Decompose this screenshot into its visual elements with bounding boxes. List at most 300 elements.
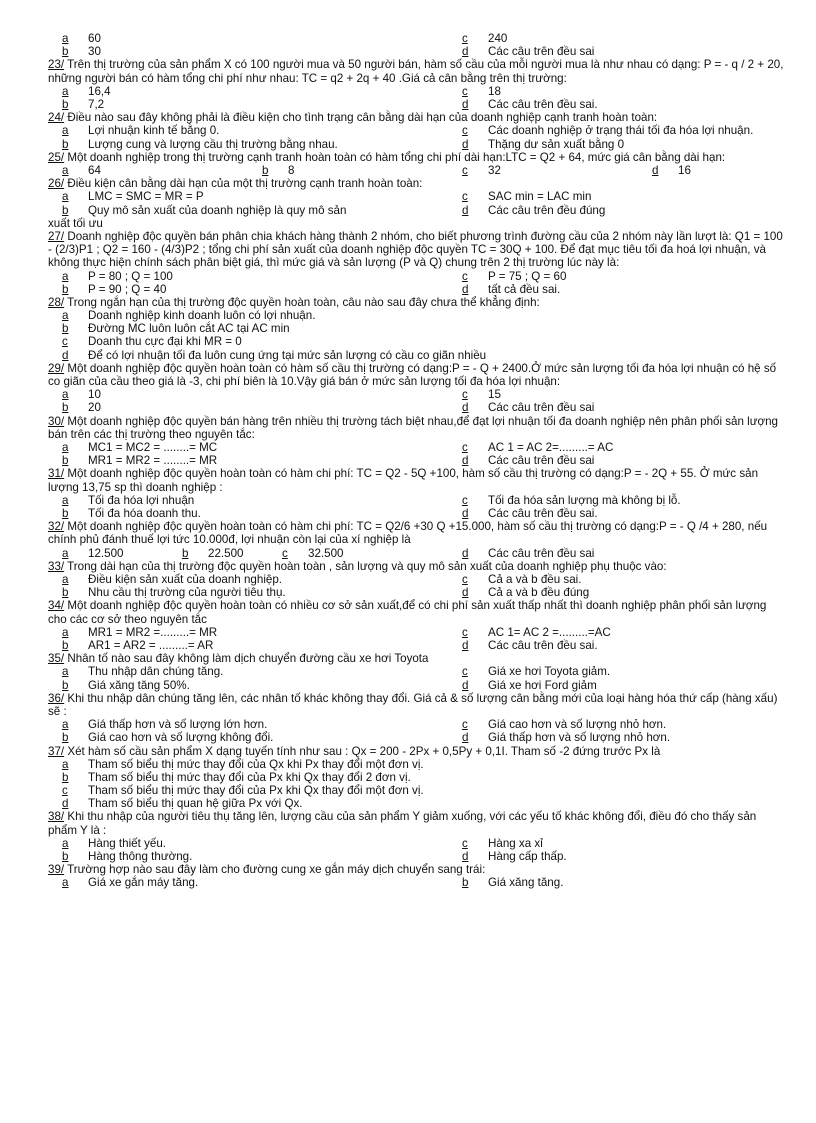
question-text: Một doanh nghiệp trong thị trường cạnh tranh hoàn toàn có hàm tổng chi phí dài hạn:LTC = Q2 + 64, mức giá cân bằng dài hạn: — [64, 150, 726, 164]
option-text: LMC = SMC = MR = P — [88, 190, 204, 204]
option-text: 60 — [88, 32, 101, 45]
answer-option — [448, 573, 581, 586]
option-text: Các câu trên đều sai. — [488, 97, 598, 111]
question — [48, 599, 788, 625]
option-letter: b — [62, 678, 69, 692]
option-letter: b — [62, 770, 69, 784]
answer-option — [448, 164, 501, 177]
answer-row — [48, 98, 788, 111]
answer-option — [48, 204, 346, 217]
option-text: Tối đa hóa doanh thu. — [88, 507, 201, 520]
option-letter: a — [62, 269, 69, 283]
answer-option — [448, 626, 611, 639]
option-letter: d — [462, 850, 469, 864]
option-letter: b — [62, 454, 69, 468]
option-letter: c — [462, 84, 468, 98]
option-letter: a — [62, 876, 69, 890]
answer-option — [448, 85, 501, 98]
answer-row — [48, 586, 788, 599]
answer-option — [48, 586, 286, 599]
option-text: Các câu trên đều sai — [488, 45, 595, 59]
option-text: Doanh thu cực đại khi MR = 0 — [88, 335, 242, 349]
answer-option — [448, 586, 589, 599]
question-text: Một doanh nghiệp độc quyền hoàn toàn có nhiều cơ sở sản xuất,để có chi phí sản xuất thấp nhất thì doanh nghiệp phân phối sản lượng cho các cơ sở theo nguyên tắc — [48, 599, 767, 626]
question-text: Một doanh nghiệp độc quyền hoàn toàn có hàm số cầu thị trường có dạng:P = - Q + 2400.Ở mức sản lượng tối đa hóa lợi nhuận có hệ số co giãn của cầu theo giá là -3, chi phí biên là 10.Vậy giá bán ở mức sản lượng tối đa hóa lợi nhuận: — [48, 361, 777, 389]
question — [48, 230, 788, 270]
answer-row — [48, 850, 788, 863]
option-letter: a — [62, 718, 69, 732]
answer-option — [48, 401, 101, 414]
answer-option — [448, 507, 598, 520]
answer-option — [48, 32, 101, 45]
answer-option — [448, 32, 507, 45]
option-letter: b — [62, 850, 69, 864]
option-letter: c — [462, 190, 468, 204]
option-text: Hàng cấp thấp. — [488, 850, 567, 864]
option-letter: d — [462, 454, 469, 468]
answer-option — [48, 124, 219, 137]
option-letter: b — [62, 45, 69, 59]
option-letter: c — [462, 32, 468, 45]
option-letter: a — [62, 84, 69, 98]
question — [48, 810, 788, 836]
question-number: 39/ — [48, 863, 65, 877]
option-text: Các câu trên đều sai — [488, 454, 595, 468]
answer-option — [48, 665, 223, 678]
answer-option — [48, 771, 411, 784]
answer-option — [48, 388, 101, 401]
question — [48, 467, 788, 493]
answer-row — [48, 138, 788, 151]
question-continuation — [48, 217, 788, 230]
option-text: 240 — [488, 32, 508, 45]
answer-row — [48, 164, 788, 177]
option-text: Tham số biểu thị quan hệ giữa Px với Qx. — [88, 797, 303, 811]
option-text: 30 — [88, 45, 101, 59]
question — [48, 177, 788, 190]
answer-option — [48, 850, 192, 863]
question-text: Một doanh nghiệp độc quyền hoàn toàn có hàm chi phí: TC = Q2 - 5Q +100, hàm số cầu thị trường có dạng:P = - 2Q + 55. Ở mức sản lượng 13,75 sp thì doanh nghiệp : — [48, 467, 759, 494]
answer-option — [48, 454, 217, 467]
question-number: 28/ — [48, 295, 65, 309]
option-letter: c — [462, 493, 468, 507]
answer-row — [48, 388, 788, 401]
question — [48, 296, 788, 309]
option-letter: a — [62, 572, 69, 586]
question-text: Điều nào sau đây không phải là điều kiện cho tình trạng cân bằng dài hạn của doanh nghiệp cạnh tranh hoàn toàn: — [64, 111, 658, 125]
option-text: P = 80 ; Q = 100 — [88, 269, 173, 283]
question-number: 36/ — [48, 691, 65, 705]
answer-row — [48, 876, 788, 889]
option-text: Các câu trên đều đúng — [488, 203, 606, 217]
question — [48, 520, 788, 546]
option-letter: a — [62, 546, 69, 560]
option-letter: d — [462, 97, 469, 111]
answer-option — [48, 547, 123, 560]
question-text: Nhân tố nào sau đây không làm dịch chuyển đường cầu xe hơi Toyota — [64, 652, 429, 666]
option-letter: b — [62, 638, 69, 652]
option-letter: a — [62, 163, 69, 177]
option-text: 32 — [488, 163, 501, 177]
answer-option — [448, 850, 567, 863]
question-number: 27/ — [48, 229, 65, 243]
answer-option — [448, 190, 591, 203]
option-text: 12.500 — [88, 546, 124, 560]
option-letter: a — [62, 493, 69, 507]
option-letter: b — [62, 282, 69, 296]
option-letter: d — [462, 507, 469, 520]
question-number: 23/ — [48, 58, 65, 72]
option-text: MR1 = MR2 =.........= MR — [88, 625, 218, 639]
answer-option — [48, 85, 111, 98]
answer-row — [48, 32, 788, 45]
option-text: Các câu trên đều sai — [488, 401, 595, 415]
option-letter: c — [462, 269, 468, 283]
option-letter: b — [62, 401, 69, 415]
answer-option — [48, 98, 104, 111]
answer-option — [638, 164, 691, 177]
answer-option — [48, 718, 267, 731]
option-letter: a — [62, 124, 69, 138]
option-text: Quy mô sản xuất của doanh nghiệp là quy mô sản — [88, 203, 347, 217]
answer-option — [448, 639, 598, 652]
option-text: 64 — [88, 163, 101, 177]
answer-option — [448, 124, 753, 137]
option-letter: c — [462, 718, 468, 732]
question-number: 37/ — [48, 744, 65, 758]
option-text: Doanh nghiệp kinh doanh luôn có lợi nhuận. — [88, 309, 316, 323]
question-text: Một doanh nghiệp độc quyền hoàn toàn có hàm chi phí: TC = Q2/6 +30 Q +15.000, hàm số cầu thị trường có dạng:P = - Q /4 + 280, nếu chính phủ đánh thuế lợi tức 10.000đ, lợi nhuận còn lại của xí nghiệp là — [48, 520, 768, 547]
answer-row — [48, 679, 788, 692]
option-letter: c — [282, 546, 288, 560]
option-text: AR1 = AR2 = .........= AR — [88, 638, 214, 652]
answer-option — [448, 401, 594, 414]
option-letter: c — [462, 163, 468, 177]
option-text: 16 — [678, 163, 691, 177]
answer-row — [48, 639, 788, 652]
question — [48, 111, 788, 124]
answer-option — [48, 876, 198, 889]
question-number: 34/ — [48, 599, 65, 613]
option-letter: b — [62, 731, 69, 745]
option-text: 18 — [488, 84, 501, 98]
answer-option — [448, 837, 543, 850]
question-text: Trong dài hạn của thị trường độc quyền hoàn toàn , sản lượng và quy mô sản xuất của doanh nghiệp phụ thuộc vào: — [64, 559, 667, 573]
answer-option — [48, 797, 303, 810]
question-number: 38/ — [48, 810, 65, 824]
answer-row — [48, 441, 788, 454]
answer-row — [48, 85, 788, 98]
option-text: tất cả đều sai. — [488, 282, 561, 296]
option-text: 7,2 — [88, 97, 105, 111]
answer-option — [448, 270, 566, 283]
answer-option — [448, 388, 501, 401]
option-text: Hàng thông thường. — [88, 850, 193, 864]
option-letter: a — [62, 665, 69, 679]
answer-option — [48, 679, 190, 692]
answer-option — [48, 758, 424, 771]
option-letter: b — [182, 546, 189, 560]
option-letter: d — [462, 282, 469, 296]
answer-row — [48, 309, 788, 322]
answer-option — [448, 283, 560, 296]
question-number: 32/ — [48, 520, 65, 534]
answer-row — [48, 837, 788, 850]
question-text: xuất tối ưu — [48, 216, 103, 230]
answer-row — [48, 547, 788, 560]
question-text: Khi thu nhập dân chúng tăng lên, các nhân tố khác không thay đổi. Giá cả & số lượng cân bằng mới của loại hàng hóa thứ cấp (hàng xấu) sẽ : — [48, 691, 778, 718]
option-text: Đường MC luôn luôn cắt AC tại AC min — [88, 322, 290, 336]
option-text: MR1 = MR2 = ........= MR — [88, 454, 218, 468]
option-letter: c — [62, 784, 68, 798]
answer-row — [48, 507, 788, 520]
question — [48, 151, 788, 164]
option-text: Tham số biểu thị mức thay đổi của Px khi Qx thay đổi một đơn vị. — [88, 784, 424, 798]
answer-option — [448, 718, 666, 731]
option-text: Hàng xa xỉ — [488, 836, 543, 850]
option-text: Lợi nhuận kinh tế bằng 0. — [88, 124, 220, 138]
answer-row — [48, 665, 788, 678]
option-text: 8 — [288, 163, 295, 177]
option-text: Giá xăng tăng 50%. — [88, 678, 190, 692]
answer-option — [48, 270, 173, 283]
answer-row — [48, 573, 788, 586]
question-number: 31/ — [48, 467, 65, 481]
question-number: 29/ — [48, 361, 65, 375]
question-number: 26/ — [48, 177, 65, 191]
option-letter: c — [462, 572, 468, 586]
answer-option — [268, 547, 343, 560]
option-letter: b — [62, 203, 69, 217]
answer-option — [48, 349, 486, 362]
option-letter: a — [62, 32, 69, 45]
option-letter: a — [62, 388, 69, 402]
question — [48, 362, 788, 388]
option-text: Điều kiện sản xuất của doanh nghiệp. — [88, 572, 283, 586]
question-number: 35/ — [48, 652, 65, 666]
option-text: 10 — [88, 388, 101, 402]
question — [48, 863, 788, 876]
option-letter: d — [62, 348, 69, 362]
question — [48, 58, 788, 84]
option-text: P = 75 ; Q = 60 — [488, 269, 567, 283]
option-letter: d — [462, 45, 469, 59]
option-text: P = 90 ; Q = 40 — [88, 282, 167, 296]
option-text: Các câu trên đều sai. — [488, 638, 598, 652]
answer-option — [448, 665, 610, 678]
answer-option — [48, 573, 282, 586]
question-number: 30/ — [48, 414, 65, 428]
question-text: Trường hợp nào sau đây làm cho đường cung xe gắn máy dịch chuyển sang trái: — [64, 863, 486, 877]
option-text: 15 — [488, 388, 501, 402]
option-letter: c — [62, 335, 68, 349]
answer-row — [48, 322, 788, 335]
question — [48, 415, 788, 441]
option-text: SAC min = LAC min — [488, 190, 592, 204]
answer-option — [168, 547, 243, 560]
option-letter: d — [462, 678, 469, 692]
answer-row — [48, 124, 788, 137]
question-number: 33/ — [48, 559, 65, 573]
option-text: AC 1 = AC 2=.........= AC — [488, 441, 614, 455]
answer-option — [448, 731, 670, 744]
answer-row — [48, 771, 788, 784]
option-letter: b — [62, 507, 69, 520]
answer-row — [48, 204, 788, 217]
option-letter: d — [462, 586, 469, 600]
question-text: Trên thị trường của sản phẩm X có 100 người mua và 50 người bán, hàm số cầu của mỗi người mua là như nhau có dạng: P = - q / 2 + 20, những người bán có hàm tổng chi phí như nhau: TC = q2 + 2q + 40 .Giá cả cân bằng trên thị trường: — [48, 58, 784, 85]
question-number: 24/ — [48, 111, 65, 125]
option-text: Giá xe hơi Ford giảm — [488, 678, 597, 692]
option-letter: d — [462, 546, 469, 560]
answer-row — [48, 731, 788, 744]
option-letter: d — [462, 401, 469, 415]
answer-option — [48, 626, 217, 639]
question-text: Doanh nghiệp độc quyền bán phân chia khách hàng thành 2 nhóm, cho biết phương trình đường cầu của 2 nhóm này lần lượt là: Q1 = 100 - (2/3)P1 ; Q2 = 160 - (4/3)P2 ; tổng chi phí sản xuất của doanh nghiệp độc quyền TC = 30Q + 100. Để đạt mục tiêu tối đa hoá lợi nhuận, và không thực hiện chính sách phân biệt giá, thì mức giá và sản lượng (P và Q) chung trên 2 thị trường lúc này là: — [48, 229, 783, 270]
question — [48, 745, 788, 758]
answer-option — [48, 45, 101, 58]
option-letter: d — [462, 638, 469, 652]
option-text: Cả a và b đều sai. — [488, 572, 582, 586]
answer-row — [48, 283, 788, 296]
question-text: Trong ngắn hạn của thị trường độc quyền hoàn toàn, câu nào sau đây chưa thể khẳng định: — [64, 295, 540, 309]
answer-row — [48, 494, 788, 507]
option-letter: c — [462, 124, 468, 138]
question-text: Một doanh nghiệp độc quyền bán hàng trên nhiều thị trường tách biệt nhau,để đạt lợi nhuận tối đa doanh nghiệp nên phân phối sản lượng bán trên các thị trường theo nguyên tắc: — [48, 414, 779, 441]
question-text: Điều kiện cân bằng dài hạn của một thị trường cạnh tranh hoàn toàn: — [64, 177, 423, 191]
option-text: 22.500 — [208, 546, 244, 560]
option-letter: a — [62, 309, 69, 323]
answer-row — [48, 454, 788, 467]
answer-option — [48, 494, 194, 507]
answer-row — [48, 797, 788, 810]
option-letter: b — [262, 163, 269, 177]
answer-option — [48, 138, 338, 151]
option-text: Các câu trên đều sai. — [488, 507, 598, 520]
answer-option — [448, 45, 594, 58]
option-letter: a — [62, 625, 69, 639]
option-text: Giá cao hơn và số lượng không đổi. — [88, 731, 274, 745]
answer-option — [448, 98, 598, 111]
option-letter: b — [62, 322, 69, 336]
option-text: Các doanh nghiệp ở trạng thái tối đa hóa lợi nhuận. — [488, 124, 754, 138]
option-letter: c — [462, 836, 468, 850]
option-text: Để có lợi nhuận tối đa luôn cung ứng tại mức sản lượng có cầu co giãn nhiều — [88, 348, 487, 362]
option-text: Lượng cung và lượng cầu thị trường bằng nhau. — [88, 137, 338, 151]
option-letter: a — [62, 836, 69, 850]
option-text: Giá cao hơn và số lượng nhỏ hơn. — [488, 718, 667, 732]
option-letter: d — [62, 797, 69, 811]
option-text: Nhu cầu thị trường của người tiêu thụ. — [88, 586, 286, 600]
option-text: Tham số biểu thị mức thay đổi của Px khi Qx thay đổi 2 đơn vị. — [88, 770, 411, 784]
option-letter: d — [462, 137, 469, 151]
option-letter: c — [462, 665, 468, 679]
answer-option — [48, 731, 273, 744]
option-text: Giá thấp hơn và số lượng lớn hơn. — [88, 718, 268, 732]
option-text: Giá xe hơi Toyota giảm. — [488, 665, 611, 679]
answer-option — [448, 138, 624, 151]
answer-row — [48, 45, 788, 58]
question-text: Xét hàm số cầu sản phẩm X dạng tuyến tính như sau : Qx = 200 - 2Px + 0,5Py + 0,1I. Tham số -2 đứng trước Px là — [64, 744, 661, 758]
option-text: AC 1= AC 2 =.........=AC — [488, 625, 611, 639]
answer-row — [48, 401, 788, 414]
answer-row — [48, 190, 788, 203]
answer-option — [48, 639, 213, 652]
answer-option — [448, 547, 594, 560]
option-text: Thu nhập dân chúng tăng. — [88, 665, 224, 679]
option-text: 16,4 — [88, 84, 111, 98]
answer-option — [48, 309, 315, 322]
option-letter: d — [652, 163, 659, 177]
option-text: Tối đa hóa lợi nhuận — [88, 493, 195, 507]
question — [48, 692, 788, 718]
answer-option — [448, 204, 605, 217]
answer-row — [48, 626, 788, 639]
option-letter: b — [62, 97, 69, 111]
option-letter: b — [62, 586, 69, 600]
answer-option — [48, 837, 166, 850]
answer-option — [48, 784, 424, 797]
answer-row — [48, 335, 788, 348]
answer-option — [48, 164, 101, 177]
answer-option — [448, 679, 597, 692]
answer-row — [48, 784, 788, 797]
answer-option — [48, 441, 217, 454]
option-letter: b — [462, 876, 469, 890]
answer-option — [48, 190, 204, 203]
answer-row — [48, 349, 788, 362]
answer-option — [448, 876, 563, 889]
option-text: 32.500 — [308, 546, 344, 560]
option-letter: b — [62, 137, 69, 151]
option-letter: c — [462, 441, 468, 455]
option-letter: a — [62, 190, 69, 204]
question — [48, 560, 788, 573]
option-letter: d — [462, 203, 469, 217]
answer-row — [48, 718, 788, 731]
answer-option — [48, 335, 242, 348]
question-text: Khi thu nhập của người tiêu thụ tăng lên, lượng cầu của sản phẩm Y giảm xuống, với các yếu tố khác không đổi, điều đó cho thấy sản phẩm Y là : — [48, 810, 757, 837]
option-text: Thặng dư sản xuất bằng 0 — [488, 137, 625, 151]
answer-option — [48, 507, 201, 520]
answer-row — [48, 758, 788, 771]
answer-option — [448, 441, 613, 454]
option-letter: a — [62, 757, 69, 771]
question — [48, 652, 788, 665]
option-text: Giá xe gắn máy tăng. — [88, 876, 199, 890]
option-letter: c — [462, 388, 468, 402]
answer-row — [48, 270, 788, 283]
answer-option — [248, 164, 294, 177]
answer-option — [48, 283, 166, 296]
option-text: Tham số biểu thị mức thay đổi của Qx khi Px thay đổi một đơn vị. — [88, 757, 424, 771]
option-text: Giá xăng tăng. — [488, 876, 564, 890]
exam-page — [48, 32, 788, 890]
option-letter: c — [462, 625, 468, 639]
answer-option — [48, 322, 290, 335]
option-text: Hàng thiết yếu. — [88, 836, 166, 850]
question-number: 25/ — [48, 150, 65, 164]
option-letter: d — [462, 731, 469, 745]
option-text: Các câu trên đều sai — [488, 546, 595, 560]
option-text: MC1 = MC2 = ........= MC — [88, 441, 218, 455]
option-text: Giá thấp hơn và số lượng nhỏ hơn. — [488, 731, 671, 745]
option-text: Cả a và b đều đúng — [488, 586, 590, 600]
answer-option — [448, 454, 594, 467]
option-text: 20 — [88, 401, 101, 415]
option-text: Tối đa hóa sản lượng mà không bị lỗ. — [488, 493, 681, 507]
option-letter: a — [62, 441, 69, 455]
